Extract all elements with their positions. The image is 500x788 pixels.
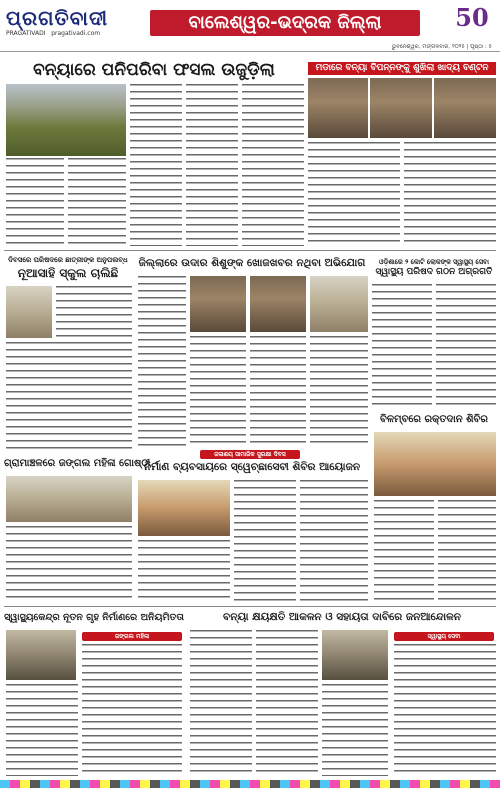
story-7-headline: ବିଳମ୍ବରେ ରକ୍ତଦାନ ଶିବିର bbox=[380, 414, 488, 425]
story-12-kicker: ଜଙ୍ଗଲ ମହିଳା bbox=[82, 632, 182, 641]
edition-banner: ବାଲେଶ୍ୱର-ଭଦ୍ରକ ଜିଲ୍ଲା bbox=[150, 10, 420, 36]
story-7-body-b bbox=[438, 500, 496, 602]
story-9-body-c bbox=[300, 480, 368, 602]
story-2-photo-b bbox=[370, 78, 432, 138]
story-13-body bbox=[394, 644, 496, 776]
story-10-body-a bbox=[82, 644, 182, 776]
anniversary-number: 50 bbox=[455, 3, 489, 32]
story-8-headline: ଗ୍ରାମାଞ୍ଚଳରେ ଜଙ୍ଗଲ ମହିଳା ଗୋଷ୍ଠୀ bbox=[4, 458, 151, 469]
story-4-body-a bbox=[138, 276, 186, 446]
story-2-photo-c bbox=[434, 78, 496, 138]
story-8-body bbox=[6, 526, 132, 602]
story-1-body-a bbox=[6, 158, 64, 246]
story-8-photo bbox=[6, 476, 132, 522]
story-13-kicker: ସ୍ୱାସ୍ଥ୍ୟ ସେବା bbox=[394, 632, 494, 641]
story-4-body-b bbox=[190, 336, 246, 446]
story-1-body-d bbox=[186, 84, 238, 246]
story-7-photo bbox=[374, 432, 496, 496]
story-10-photo bbox=[6, 630, 76, 680]
story-11-body-a bbox=[190, 630, 252, 776]
story-9-body-a bbox=[138, 540, 230, 602]
story-2-body-b bbox=[404, 142, 496, 246]
logo-latin: PRAGATIVADI bbox=[6, 30, 46, 37]
story-1-body-c bbox=[130, 84, 182, 246]
story-9-body-b bbox=[234, 480, 296, 602]
story-9-photo bbox=[138, 480, 230, 536]
story-9-headline: ନିର୍ମାଣ ବ୍ୟବସାୟରେ ସ୍ୱେଚ୍ଛାସେବୀ ଶିବିର ଆୟୋଜନ bbox=[143, 461, 361, 473]
story-10-headline: ସ୍ୱାସ୍ଥ୍ୟକେନ୍ଦ୍ର ନୂତନ ଗୃହ ନିର୍ମାଣରେ ଅନିୟମିତତା bbox=[4, 612, 184, 623]
story-6-body-b bbox=[436, 284, 496, 408]
newspaper-logo bbox=[6, 6, 136, 36]
story-10-body-b bbox=[6, 684, 78, 776]
story-3-body-a bbox=[56, 286, 132, 338]
story-3-kicker: ଦିବସରେ ପରିଷଦରେ ଛାତ୍ରୀଙ୍କ ଅନୁପଲବ୍ଧ bbox=[8, 256, 128, 264]
story-1-body-b bbox=[68, 158, 126, 246]
divider bbox=[4, 606, 496, 607]
story-1-headline: ବନ୍ୟାରେ ପନିପରିବା ଫସଲ ଉଜୁଡ଼ିଲା bbox=[33, 60, 275, 80]
story-6-kicker: ଓଡ଼ିଶାରେ ୨ କୋଟି ଲୋକଙ୍କ ସ୍ୱାସ୍ଥ୍ୟ ସେବା bbox=[379, 258, 489, 266]
story-4-photo-b bbox=[250, 276, 306, 332]
story-6-body-a bbox=[372, 284, 432, 408]
story-1-body-e bbox=[242, 84, 304, 246]
masthead bbox=[0, 0, 500, 50]
story-2-body-a bbox=[308, 142, 400, 246]
website: pragativadi.com bbox=[51, 30, 101, 37]
story-11-photo bbox=[322, 630, 388, 680]
story-2-photo-a bbox=[308, 78, 368, 138]
story-3-body-b bbox=[6, 342, 132, 452]
story-7-body-a bbox=[374, 500, 434, 602]
divider bbox=[4, 250, 496, 251]
story-4-photo-c bbox=[310, 276, 368, 332]
logo-text: ପ୍ରଗତିବାଦୀ bbox=[6, 6, 109, 30]
story-4-body-c bbox=[250, 336, 306, 446]
story-2-headline: ମଡାରେ ବନ୍ୟା ବିପନ୍ନଙ୍କୁ ଶୁଖିଲା ଖାଦ୍ୟ ବଣ୍ଟନ bbox=[308, 62, 496, 75]
story-11-body-b bbox=[256, 630, 318, 776]
story-3-photo bbox=[6, 286, 52, 338]
story-6-headline: ସ୍ୱାସ୍ଥ୍ୟ ପରିଷଦ ଗଠନ ଅଗ୍ରଗତି bbox=[375, 267, 493, 277]
story-9-kicker: ଜଳାଶୟ ସାମାଜିକ ସୁରକ୍ଷା ଦିବସ bbox=[200, 450, 300, 459]
anniversary-badge bbox=[450, 4, 494, 44]
story-4-headline: ଜିଲ୍ଲାରେ ଉଦାର ଶିଶୁଙ୍କ ଖୋଜଖବର ନଥିବା ଅଭିଯୋଗ bbox=[138, 257, 366, 269]
story-4-body-d bbox=[310, 336, 368, 446]
story-11-body-c bbox=[322, 684, 388, 776]
story-4-photo-a bbox=[190, 276, 246, 332]
story-11-headline: ବନ୍ୟା କ୍ଷୟକ୍ଷତି ଆକଳନ ଓ ସହାୟତା ଦାବିରେ ଜନଆନ୍ଦୋଳନ bbox=[223, 611, 461, 623]
story-1-photo bbox=[6, 84, 126, 156]
story-3-headline: ନୂଆସାହି ସ୍କୁଲ ଚାଲିଛି bbox=[17, 266, 119, 280]
dateline: ଭୁବନେଶ୍ୱର, ମଙ୍ଗଳବାର, ୨୦୨୫ | ପୃଷ୍ଠା : ୫ bbox=[0, 44, 500, 52]
print-registration-bar bbox=[0, 780, 500, 788]
